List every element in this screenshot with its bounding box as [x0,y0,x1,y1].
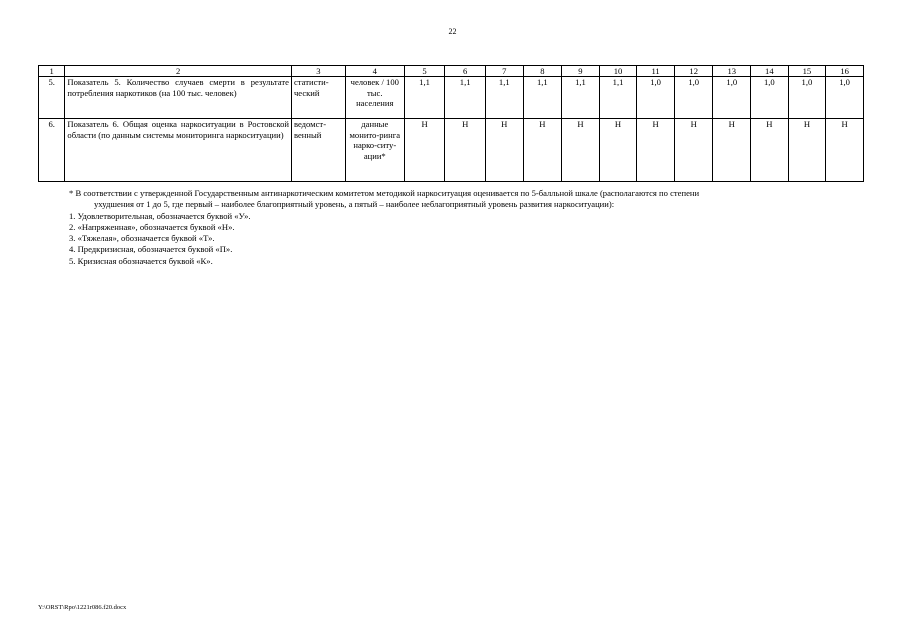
file-path-footer: Y:\ORST\Rpo\1221r086.f20.docx [38,604,127,611]
indicator-value: 1,0 [713,77,751,119]
indicator-value: 1,1 [523,77,562,119]
indicator-value: Н [485,119,523,182]
column-number: 2 [65,66,292,77]
indicator-source: статисти-ческий [291,77,345,119]
indicator-name: Показатель 6. Общая оценка наркоситуации в Ростовской области (по данным системы мониторинга наркоситуации) [65,119,292,182]
table-row [39,119,864,182]
column-number: 7 [485,66,523,77]
column-number: 5 [404,66,445,77]
footnote-item: 4. Предкризисная, обозначается буквой «П». [69,244,233,255]
indicator-value: Н [788,119,826,182]
indicator-value: Н [445,119,486,182]
column-number: 1 [39,66,65,77]
indicator-value: 1,0 [751,77,789,119]
table-header-row [39,66,864,77]
indicator-value: Н [826,119,864,182]
indicator-value: Н [674,119,713,182]
footnote-item: 1. Удовлетворительная, обозначается буквой «У». [69,210,251,221]
indicator-value: Н [713,119,751,182]
indicator-value: 1,1 [404,77,445,119]
indicator-unit: человек / 100 тыс. населения [345,77,404,119]
footnote-item: 3. «Тяжелая», обозначается буквой «Т». [69,233,215,244]
indicator-value: 1,1 [562,77,600,119]
indicator-value: 1,0 [637,77,675,119]
column-number: 14 [751,66,789,77]
indicator-value: 1,0 [826,77,864,119]
indicator-value: 1,0 [674,77,713,119]
indicator-value: 1,1 [485,77,523,119]
row-number: 5. [39,77,65,119]
indicator-value: 1,1 [599,77,637,119]
column-number: 15 [788,66,826,77]
column-number: 8 [523,66,562,77]
indicator-value: Н [599,119,637,182]
column-number: 12 [674,66,713,77]
indicator-value: Н [751,119,789,182]
indicator-value: Н [637,119,675,182]
row-number: 6. [39,119,65,182]
indicator-unit: данные монито-ринга нарко-ситу-ации* [345,119,404,182]
indicator-source: ведомст-венный [291,119,345,182]
indicator-value: 1,1 [445,77,486,119]
footnote-line: ухудшения от 1 до 5, где первый – наиболее благоприятный уровень, а пятый – наиболее неблагоприятный уровень развития наркоситуации): [94,199,615,210]
program-indicators-table [38,65,864,182]
column-number: 6 [445,66,486,77]
column-number: 9 [562,66,600,77]
footnote [47,188,864,267]
table-row [39,77,864,119]
column-number: 11 [637,66,675,77]
column-number: 13 [713,66,751,77]
column-number: 16 [826,66,864,77]
indicator-value: Н [404,119,445,182]
footnote-item: 2. «Напряженная», обозначается буквой «Н». [69,221,235,232]
column-number: 4 [345,66,404,77]
footnote-item: 5. Кризисная обозначается буквой «К». [69,255,213,266]
indicator-value: 1,0 [788,77,826,119]
indicator-value: Н [562,119,600,182]
footnote-line: * В соответствии с утвержденной Государственным антинаркотическим комитетом методикой наркоситуация оценивается по 5-балльной шкале (располагаются по степени [69,188,700,198]
page-number: 22 [448,27,457,36]
indicator-value: Н [523,119,562,182]
indicator-name: Показатель 5. Количество случаев смерти в результате потребления наркотиков (на 100 тыс. человек) [65,77,292,119]
column-number: 10 [599,66,637,77]
column-number: 3 [291,66,345,77]
